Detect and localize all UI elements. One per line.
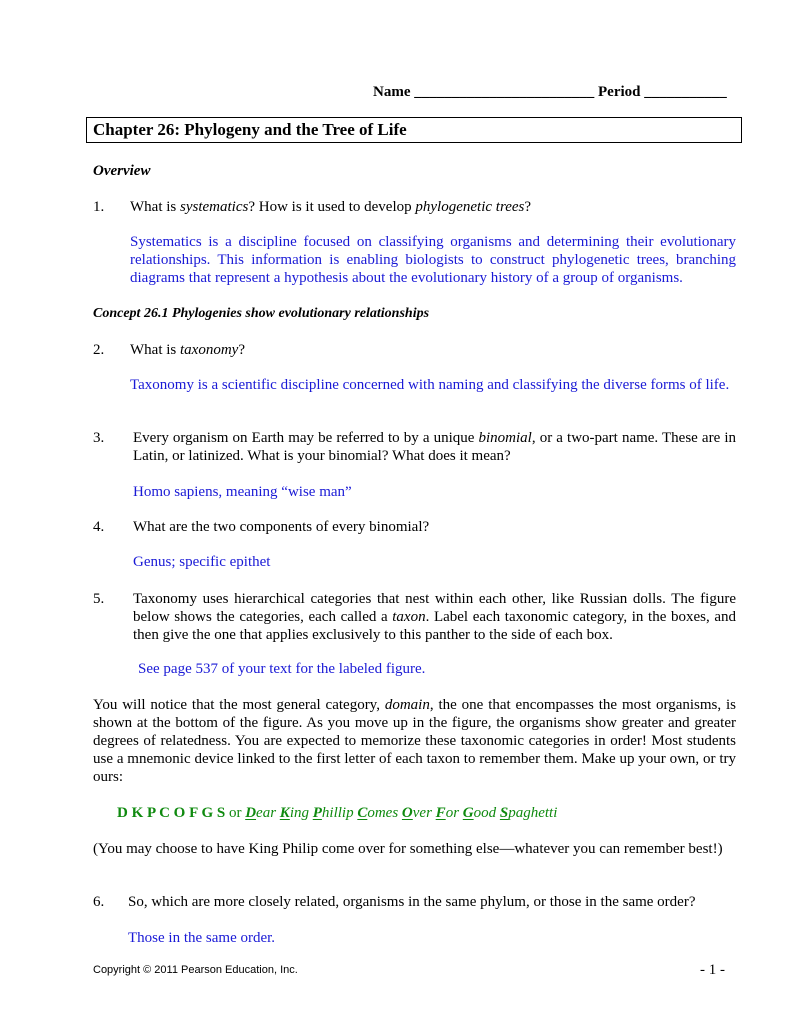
answer-6: Those in the same order. bbox=[128, 930, 276, 946]
mnemonic-paragraph: You will notice that the most general category, domain, the one that encompasses the most organisms, is shown at the bottom of the figure. As you move up in the figure, the organisms show greater and greater degrees of relatedness. You are expected to memorize these taxonomic categories in order! Most students use a mnemonic device linked to the first letter of each taxon to remember them. Make up your own, or try ours: bbox=[93, 697, 737, 785]
question-3: Every organism on Earth may be referred to by a unique binomial, or a two-part name. These are in Latin, or latinized. What is your binomial? What does it mean? bbox=[133, 430, 736, 464]
answer-2: Taxonomy is a scientific discipline concerned with naming and classifying the diverse forms of life. bbox=[130, 377, 730, 393]
question-6: So, which are more closely related, organisms in the same phylum, or those in the same order? bbox=[128, 894, 696, 910]
question-4: What are the two components of every binomial? bbox=[133, 519, 430, 535]
mnemonic-word: Good bbox=[462, 805, 497, 821]
question-5: Taxonomy uses hierarchical categories that nest within each other, like Russian dolls. The figure below shows the categories, each called a taxon. Label each taxonomic category, in the boxes, and then give the one that applies exclusively to this panther to the side of each box. bbox=[133, 591, 736, 643]
question-1: What is systematics? How is it used to develop phylogenetic trees? bbox=[130, 199, 532, 215]
mnemonic-word: Phillip bbox=[312, 805, 354, 821]
period-blank[interactable]: ___________ bbox=[644, 84, 727, 100]
question-number: 5. bbox=[93, 591, 105, 607]
mnemonic-word: Spaghetti bbox=[499, 805, 558, 821]
name-period-line bbox=[373, 83, 727, 101]
mnemonic-word: Dear bbox=[245, 805, 277, 821]
overview-heading: Overview bbox=[93, 163, 151, 179]
mnemonic-phrase bbox=[245, 805, 557, 821]
page-title: Chapter 26: Phylogeny and the Tree of Life bbox=[93, 120, 407, 139]
question-number: 3. bbox=[93, 430, 105, 446]
mnemonic-word: Over bbox=[401, 805, 432, 821]
answer-5: See page 537 of your text for the labeled figure. bbox=[138, 661, 426, 677]
answer-1: Systematics is a discipline focused on classifying organisms and determining their evolutionary relationships. This information is enabling biologists to construct phylogenetic trees, branching diagrams that represent a hypothesis about the evolutionary history of a group of organisms. bbox=[130, 234, 736, 286]
mnemonic-or: or bbox=[225, 805, 246, 821]
name-blank[interactable]: ________________________ bbox=[414, 84, 595, 100]
mnemonic-word: King bbox=[279, 805, 309, 821]
copyright: Copyright © 2011 Pearson Education, Inc. bbox=[93, 964, 298, 976]
period-label: Period bbox=[598, 84, 641, 100]
name-label: Name bbox=[373, 84, 411, 100]
note-paragraph: (You may choose to have King Philip come over for something else—whatever you can remember best!) bbox=[93, 841, 723, 857]
question-number: 1. bbox=[93, 199, 105, 215]
question-number: 2. bbox=[93, 342, 105, 358]
question-2: What is taxonomy? bbox=[130, 342, 245, 358]
question-number: 4. bbox=[93, 519, 105, 535]
mnemonic-line bbox=[117, 804, 557, 822]
answer-4: Genus; specific epithet bbox=[133, 554, 271, 570]
mnemonic-letters: D K P C O F G S bbox=[117, 805, 226, 821]
answer-3: Homo sapiens, meaning “wise man” bbox=[133, 484, 352, 500]
question-number: 6. bbox=[93, 894, 105, 910]
mnemonic-word: For bbox=[435, 805, 460, 821]
concept-heading: Concept 26.1 Phylogenies show evolutionary relationships bbox=[93, 306, 430, 321]
page-number: - 1 - bbox=[700, 962, 725, 978]
mnemonic-word: Comes bbox=[357, 805, 399, 821]
